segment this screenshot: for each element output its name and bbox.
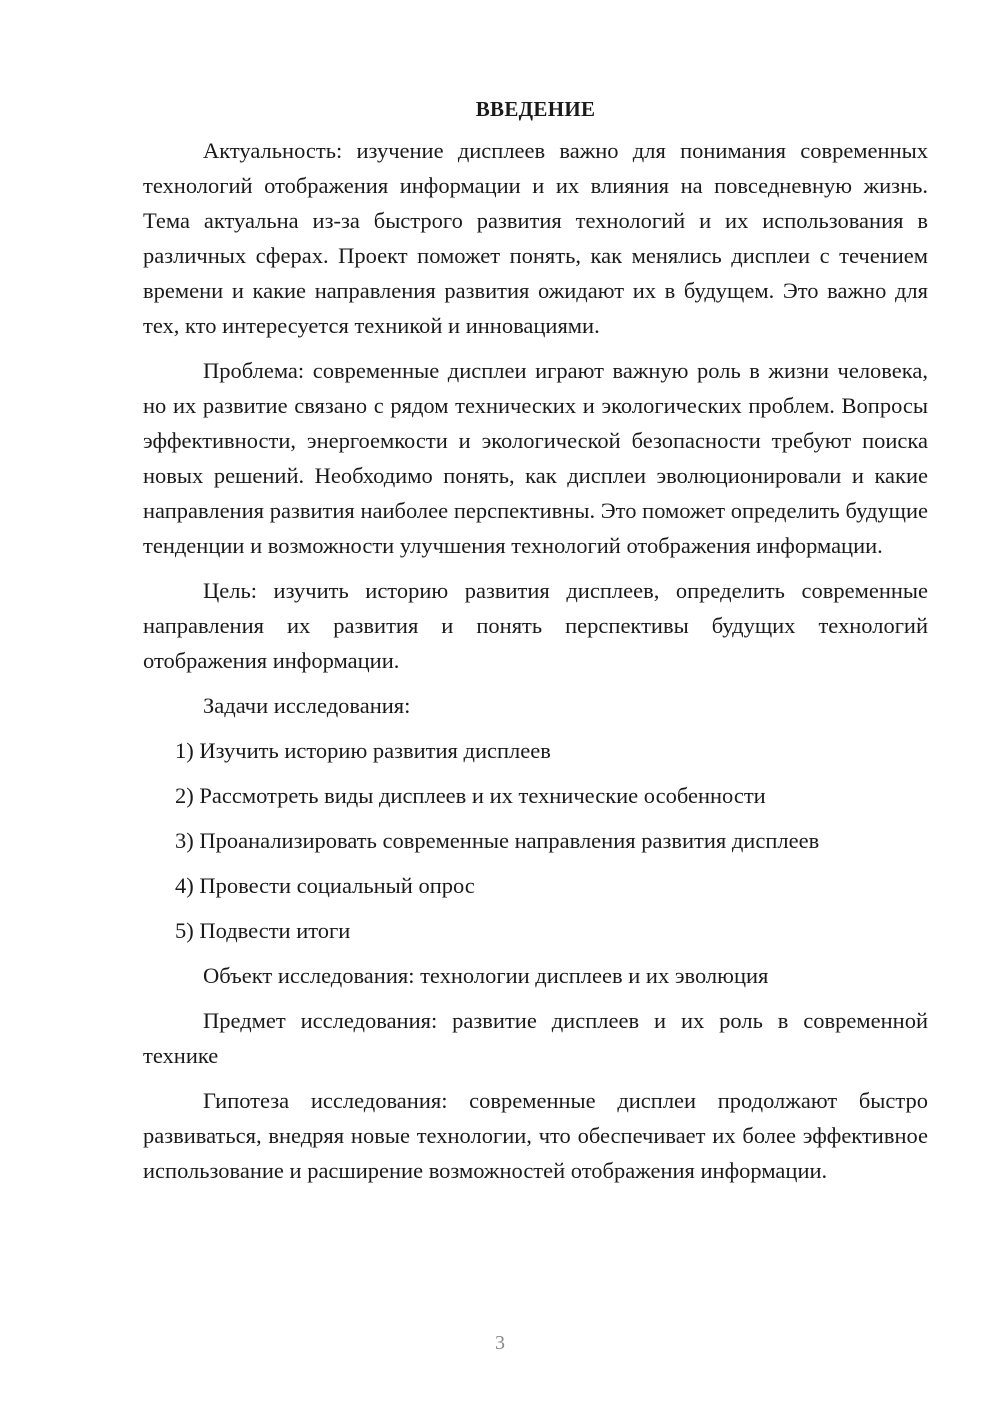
task-item: 4) Провести социальный опрос xyxy=(175,873,475,898)
tasks-list xyxy=(143,733,928,948)
task-item: 1) Изучить историю развития дисплеев xyxy=(175,738,551,763)
task-item: 5) Подвести итоги xyxy=(175,918,351,943)
document-page xyxy=(143,92,928,1198)
tasks-title: Задачи исследования: xyxy=(203,693,411,718)
page-number: 3 xyxy=(495,1332,505,1354)
task-item: 3) Проанализировать современные направления развития дисплеев xyxy=(175,828,820,853)
problem-paragraph: Проблема: современные дисплеи играют важную роль в жизни человека, но их развитие связано с рядом технических и экологических проблем. Вопросы эффективности, энергоемкости и экологической безопасности требуют поиска новых решений. Необходимо понять, как дисплеи эволюционировали и какие направления развития наиболее перспективны. Это поможет определить будущие тенденции и возможности улучшения технологий отображения информации. xyxy=(143,358,928,558)
hypothesis-paragraph: Гипотеза исследования: современные дисплеи продолжают быстро развиваться, внедряя новые технологии, что обеспечивает их более эффективное использование и расширение возможностей отображения информации. xyxy=(143,1088,928,1183)
section-heading: ВВЕДЕНИЕ xyxy=(475,97,596,121)
goal-paragraph: Цель: изучить историю развития дисплеев, определить современные направления их развития и понять перспективы будущих технологий отображения информации. xyxy=(143,578,928,673)
task-item: 2) Рассмотреть виды дисплеев и их технические особенности xyxy=(175,783,766,808)
object-paragraph: Объект исследования: технологии дисплеев и их эволюция xyxy=(203,963,769,988)
relevance-paragraph: Актуальность: изучение дисплеев важно для понимания современных технологий отображения информации и их влияния на повседневную жизнь. Тема актуальна из-за быстрого развития технологий и их использования в различных сферах. Проект поможет понять, как менялись дисплеи с течением времени и какие направления развития ожидают их в будущем. Это важно для тех, кто интересуется техникой и инновациями. xyxy=(143,138,928,338)
subject-paragraph: Предмет исследования: развитие дисплеев и их роль в современной технике xyxy=(143,1008,928,1068)
